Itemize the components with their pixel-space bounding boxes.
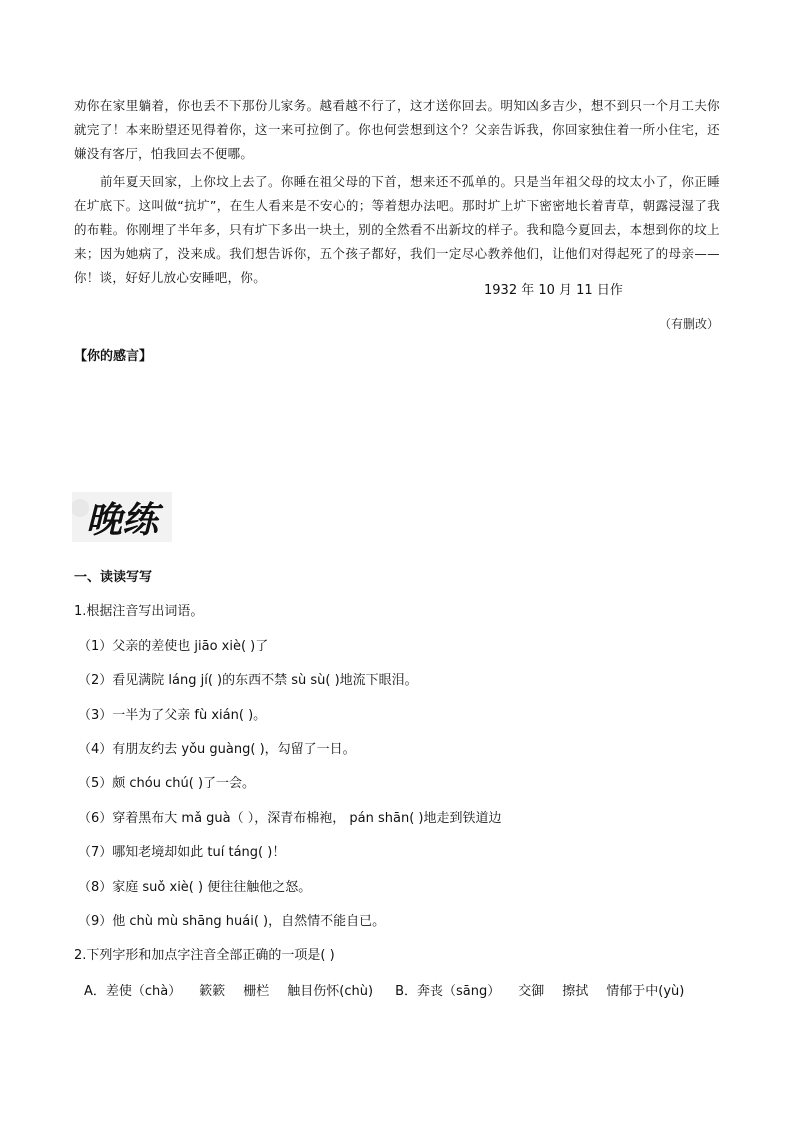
- option-a-item-3: 栅栏: [243, 984, 270, 999]
- passage-note: （有删改）: [658, 317, 719, 331]
- question-1-item-5: （5）颇 chóu chú( )了一会。: [78, 776, 256, 791]
- option-b-label: B．: [395, 984, 417, 999]
- option-b-item-3: 擦拭: [562, 984, 589, 999]
- option-b-item-4: 情郁于中(yù): [606, 984, 685, 999]
- section-title: 一、读读写写: [74, 570, 153, 585]
- question-1-title: 1.根据注音写出词语。: [74, 604, 204, 619]
- question-1-item-6: （6）穿着黑布大 mǎ guà（ ），深青布棉袍， pán shān( )地走到铁道边: [78, 811, 502, 826]
- evening-practice-logo: [72, 490, 172, 544]
- option-a-item-2: 簌簌: [199, 984, 226, 999]
- question-2-options: [84, 980, 684, 999]
- passage-paragraph-1: 劝你在家里躺着，你也丢不下那份儿家务。越看越不行了，这才送你回去。明知凶多吉少，想不到只一个月工夫你就完了！本来盼望还见得着你，这一来可拉倒了。你也何尝想到这个？父亲告诉我，你回家独住着一所小住宅，还嫌没有客厅，怕我回去不便哪。: [74, 98, 720, 161]
- option-a-label: A．: [84, 984, 106, 999]
- question-2-title: 2.下列字形和加点字注音全部正确的一项是( ): [74, 948, 335, 963]
- question-1-item-9: （9）他 chù mù shāng huái( )，自然情不能自已。: [78, 914, 386, 929]
- passage-date: 1932 年 10 月 11 日作: [484, 283, 623, 298]
- option-a-item-4: 触目伤怀(chù): [287, 984, 374, 999]
- passage-paragraph-2: 前年夏天回家，上你坟上去了。你睡在祖父母的下首，想来还不孤单的。只是当年祖父母的坟太小了，你正睡在圹底下。这叫做“抗圹”，在生人看来是不安心的；等着想办法吧。那时圹上圹下密密地长着青草，朝露浸湿了我的布鞋。你刚埋了半年多，只有圹下多出一块土，别的全然看不出新坟的样子。我和隐今夏回去，本想到你的坟上来；因为她病了，没来成。我们想告诉你，五个孩子都好，我们一定尽心教养他们，让他们对得起死了的母亲——你！谈，好好儿放心安睡吧，你。: [74, 174, 720, 285]
- feel-heading: 【你的感言】: [74, 349, 153, 364]
- question-1-item-4: （4）有朋友约去 yǒu guàng( )，勾留了一日。: [78, 742, 356, 757]
- question-1-item-1: （1）父亲的差使也 jiāo xiè( )了: [78, 639, 269, 654]
- question-1-item-7: （7）哪知老境却如此 tuí táng( )！: [78, 845, 286, 860]
- svg-text:晚练: 晚练: [85, 500, 159, 541]
- question-1-item-2: （2）看见满院 láng jí( )的东西不禁 sù sù( )地流下眼泪。: [78, 673, 418, 688]
- option-b-item-2: 交御: [518, 984, 545, 999]
- option-b-item-1: 奔丧（sāng）: [417, 984, 501, 999]
- option-a-item-1: 差使（chà）: [105, 984, 182, 999]
- question-1-item-3: （3）一半为了父亲 fù xián( )。: [78, 708, 267, 723]
- question-1-item-8: （8）家庭 suǒ xiè( ) 便往往触他之怒。: [78, 880, 312, 895]
